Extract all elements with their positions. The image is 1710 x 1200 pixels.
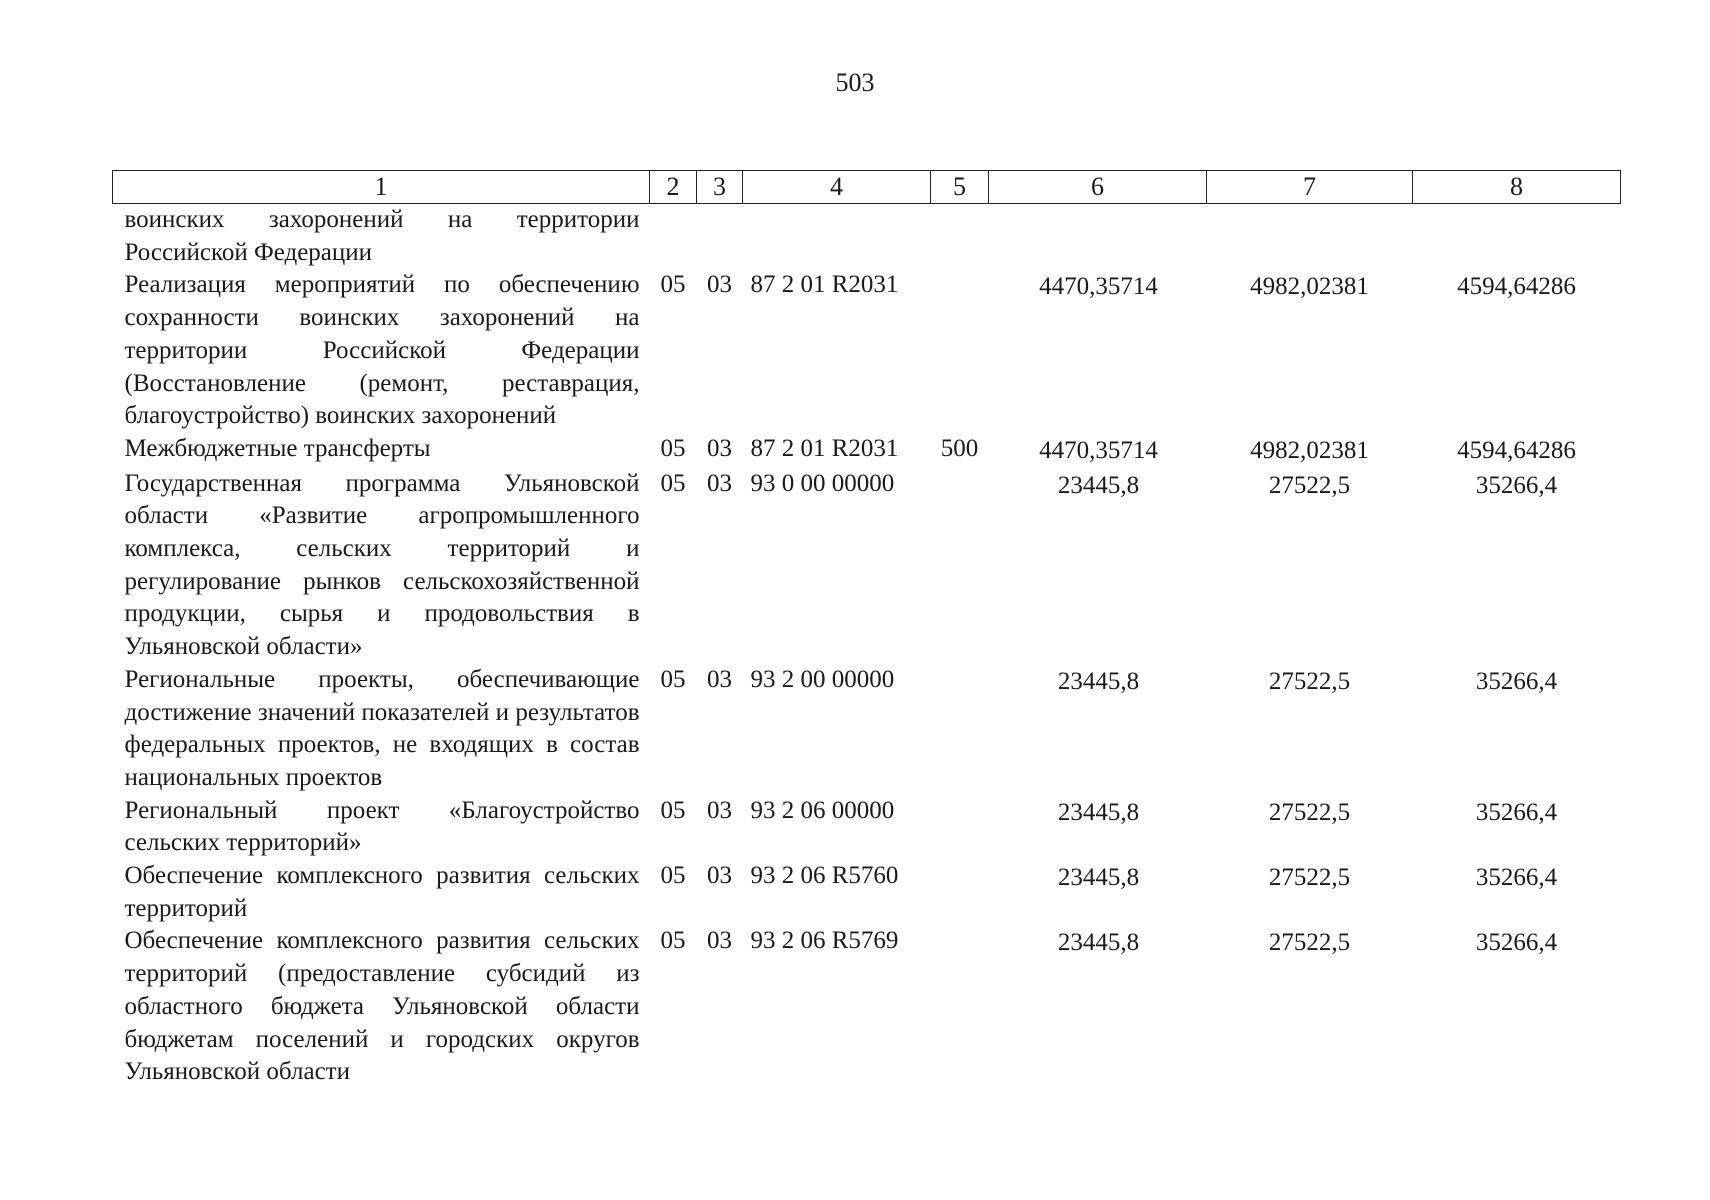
table-row	[113, 795, 1621, 860]
table-row	[113, 860, 1621, 925]
row-subsection	[697, 204, 743, 270]
header-col-6: 6	[989, 171, 1207, 204]
table-body	[113, 204, 1621, 1089]
row-expense-type	[931, 269, 989, 433]
row-name: Реализация мероприятий по обеспечению сохранности воинских захоронений на территории Российской Федерации (Восстановление (ремонт, реставрация, благоустройство) воинских захоронений	[124, 271, 640, 430]
row-amount-col6: 23445,8	[1057, 471, 1140, 499]
page-number: 503	[835, 68, 875, 97]
row-amount-col7: 27522,5	[1268, 929, 1351, 957]
row-expense-type	[931, 664, 989, 795]
row-amount-col6: 23445,8	[1057, 667, 1140, 695]
row-name: Обеспечение комплексного развития сельских территорий	[124, 862, 640, 922]
row-amount-col7: 27522,5	[1268, 471, 1351, 499]
row-amount-col8: 35266,4	[1475, 667, 1558, 695]
row-section: 05	[660, 862, 686, 890]
row-target-article: 93 2 06 R5760	[750, 862, 899, 890]
row-target-article: 93 0 00 00000	[750, 469, 895, 497]
row-amount-col6: 23445,8	[1057, 864, 1140, 892]
row-name: Региональные проекты, обеспечивающие достижение значений показателей и результатов федеральных проектов, не входящих в состав национальных проектов	[124, 665, 640, 791]
row-amount-col6: 23445,8	[1057, 798, 1140, 826]
row-expense-type	[931, 468, 989, 664]
table-row	[113, 204, 1621, 270]
budget-table-container	[112, 170, 1620, 1089]
row-amount-col8: 35266,4	[1475, 471, 1558, 499]
row-amount-col7: 27522,5	[1268, 864, 1351, 892]
row-section: 05	[660, 796, 686, 824]
row-amount-col6: 4470,35714	[1039, 436, 1158, 464]
table-header	[113, 171, 1621, 204]
row-amount-col8: 4594,64286	[1457, 436, 1576, 464]
budget-table	[112, 170, 1621, 1089]
row-amount-col6: 23445,8	[1057, 929, 1140, 957]
header-col-8: 8	[1413, 171, 1621, 204]
row-name: Государственная программа Ульяновской области «Развитие агропромышленного комплекса, сельских территорий и регулирование рынков сельскохозяйственной продукции, сырья и продовольствия в Ульяновской области»	[124, 469, 640, 661]
row-target-article: 87 2 01 R2031	[750, 434, 899, 462]
row-amount-col8: 4594,64286	[1457, 273, 1576, 301]
row-name: Обеспечение комплексного развития сельских территорий (предоставление субсидий из областного бюджета Ульяновской области бюджетам поселений и городских округов Ульяновской области	[124, 927, 640, 1086]
header-col-5: 5	[931, 171, 989, 204]
header-col-1: 1	[113, 171, 650, 204]
row-amount-col7	[1207, 204, 1413, 270]
row-subsection: 03	[707, 665, 732, 693]
row-amount-col7: 4982,02381	[1250, 436, 1369, 464]
row-target-article: 93 2 00 00000	[750, 665, 895, 693]
row-expense-type: 500	[940, 434, 979, 462]
table-row	[113, 925, 1621, 1089]
row-name: воинских захоронений на территории Российской Федерации	[124, 206, 640, 266]
row-section: 05	[660, 271, 686, 299]
table-row	[113, 269, 1621, 433]
row-section	[650, 204, 697, 270]
row-amount-col8: 35266,4	[1475, 798, 1558, 826]
row-subsection: 03	[707, 271, 732, 299]
row-expense-type	[931, 204, 989, 270]
row-name: Межбюджетные трансферты	[124, 434, 431, 462]
row-target-article: 87 2 01 R2031	[750, 271, 899, 299]
header-col-4: 4	[743, 171, 931, 204]
row-amount-col6: 4470,35714	[1039, 273, 1158, 301]
row-subsection: 03	[707, 434, 732, 462]
row-subsection: 03	[707, 796, 732, 824]
row-amount-col7: 4982,02381	[1250, 273, 1369, 301]
row-expense-type	[931, 925, 989, 1089]
row-amount-col8: 35266,4	[1475, 929, 1558, 957]
table-row	[113, 468, 1621, 664]
row-name: Региональный проект «Благоустройство сельских территорий»	[124, 796, 640, 857]
row-section: 05	[660, 469, 686, 497]
row-subsection: 03	[707, 862, 732, 890]
header-row	[113, 171, 1621, 204]
row-subsection: 03	[707, 927, 732, 955]
row-amount-col7: 27522,5	[1268, 798, 1351, 826]
row-target-article	[743, 204, 931, 270]
row-target-article: 93 2 06 R5769	[750, 927, 899, 955]
row-amount-col6	[989, 204, 1207, 270]
row-amount-col8: 35266,4	[1475, 864, 1558, 892]
table-row	[113, 433, 1621, 468]
header-col-2: 2	[650, 171, 697, 204]
row-subsection: 03	[707, 469, 732, 497]
row-amount-col7: 27522,5	[1268, 667, 1351, 695]
row-expense-type	[931, 795, 989, 860]
row-section: 05	[660, 434, 686, 462]
table-row	[113, 664, 1621, 795]
row-expense-type	[931, 860, 989, 925]
row-section: 05	[660, 927, 686, 955]
row-section: 05	[660, 665, 686, 693]
row-amount-col8	[1413, 204, 1621, 270]
header-col-7: 7	[1207, 171, 1413, 204]
header-col-3: 3	[697, 171, 743, 204]
row-target-article: 93 2 06 00000	[750, 796, 895, 824]
